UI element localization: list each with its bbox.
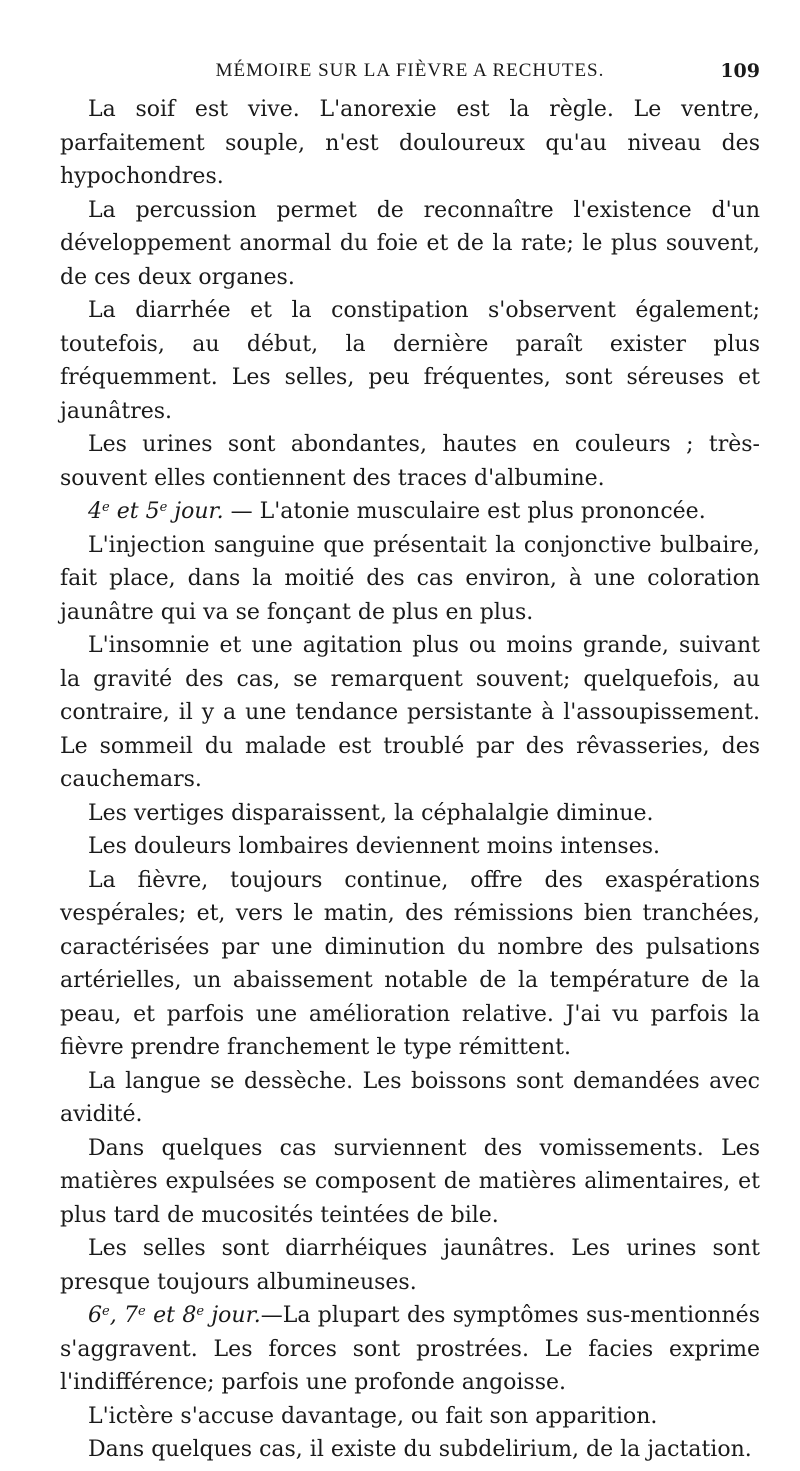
day-heading-paragraph: 4e et 5e jour. — L'atonie musculaire est plus prononcée. [88,499,706,524]
day-heading-paragraph: 6e, 7e et 8e jour.—La plupart des symptômes sus-mentionnés s'aggravent. Les forces sont prostrées. Le facies exprime l'indifférence; parfois une profonde angoisse. [60,1303,760,1395]
paragraph: L'injection sanguine que présentait la conjonctive bulbaire, fait place, dans la moitié des cas environ, à une coloration jaunâtre qui va se fonçant de plus en plus. [60,532,760,625]
paragraph: Dans quelques cas, il existe du subdelirium, de la jactation. [88,1437,752,1462]
paragraph: Les vertiges disparaissent, la céphalalgie diminue. [88,800,654,826]
paragraph: Les urines sont abondantes, hautes en couleurs ; très-souvent elles contiennent des traces d'albumine. [60,432,760,491]
paragraph: La soif est vive. L'anorexie est la règle. Le ventre, parfaitement souple, n'est douloureux qu'au niveau des hypochondres. [60,97,760,189]
paragraph: L'ictère s'accuse davantage, ou fait son apparition. [88,1403,658,1429]
paragraph: La percussion permet de reconnaître l'existence d'un développement anormal du foie et de la rate; le plus souvent, de ces deux organes. [60,197,760,290]
paragraph: La fièvre, toujours continue, offre des exaspérations vespérales; et, vers le matin, des rémissions bien tranchées, caractérisées par une diminution du nombre des pulsations artérielles, un abaissement notable de la température de la peau, et parfois une amélioration relative. J'ai vu parfois la fièvre prendre franchement le type rémittent. [60,867,760,1060]
page-header [60,60,760,90]
day-heading: 6e, 7e et 8e jour. [88,1303,261,1328]
paragraph: Les selles sont diarrhéiques jaunâtres. Les urines sont presque toujours albumineuses. [60,1236,760,1295]
paragraph: Les douleurs lombaires deviennent moins intenses. [88,834,660,859]
running-head: MÉMOIRE SUR LA FIÈVRE A RECHUTES. [215,60,605,81]
body-text [60,93,760,1467]
paragraph: La diarrhée et la constipation s'observent également; toutefois, au début, la dernière paraît exister plus fréquemment. Les selles, peu fréquentes, sont séreuses et jaunâtres. [60,298,760,424]
page-number: 109 [720,60,760,82]
day-heading: 4e et 5e jour. [88,499,224,524]
paragraph: La langue se dessèche. Les boissons sont demandées avec avidité. [60,1068,760,1127]
paragraph: Dans quelques cas surviennent des vomissements. Les matières expulsées se composent de matières alimentaires, et plus tard de mucosités teintées de bile. [60,1135,760,1228]
paragraph: L'insomnie et une agitation plus ou moins grande, suivant la gravité des cas, se remarquent souvent; quelquefois, au contraire, il y a une tendance persistante à l'assoupissement. Le sommeil du malade est troublé par des rêvasseries, des cauchemars. [60,633,760,792]
